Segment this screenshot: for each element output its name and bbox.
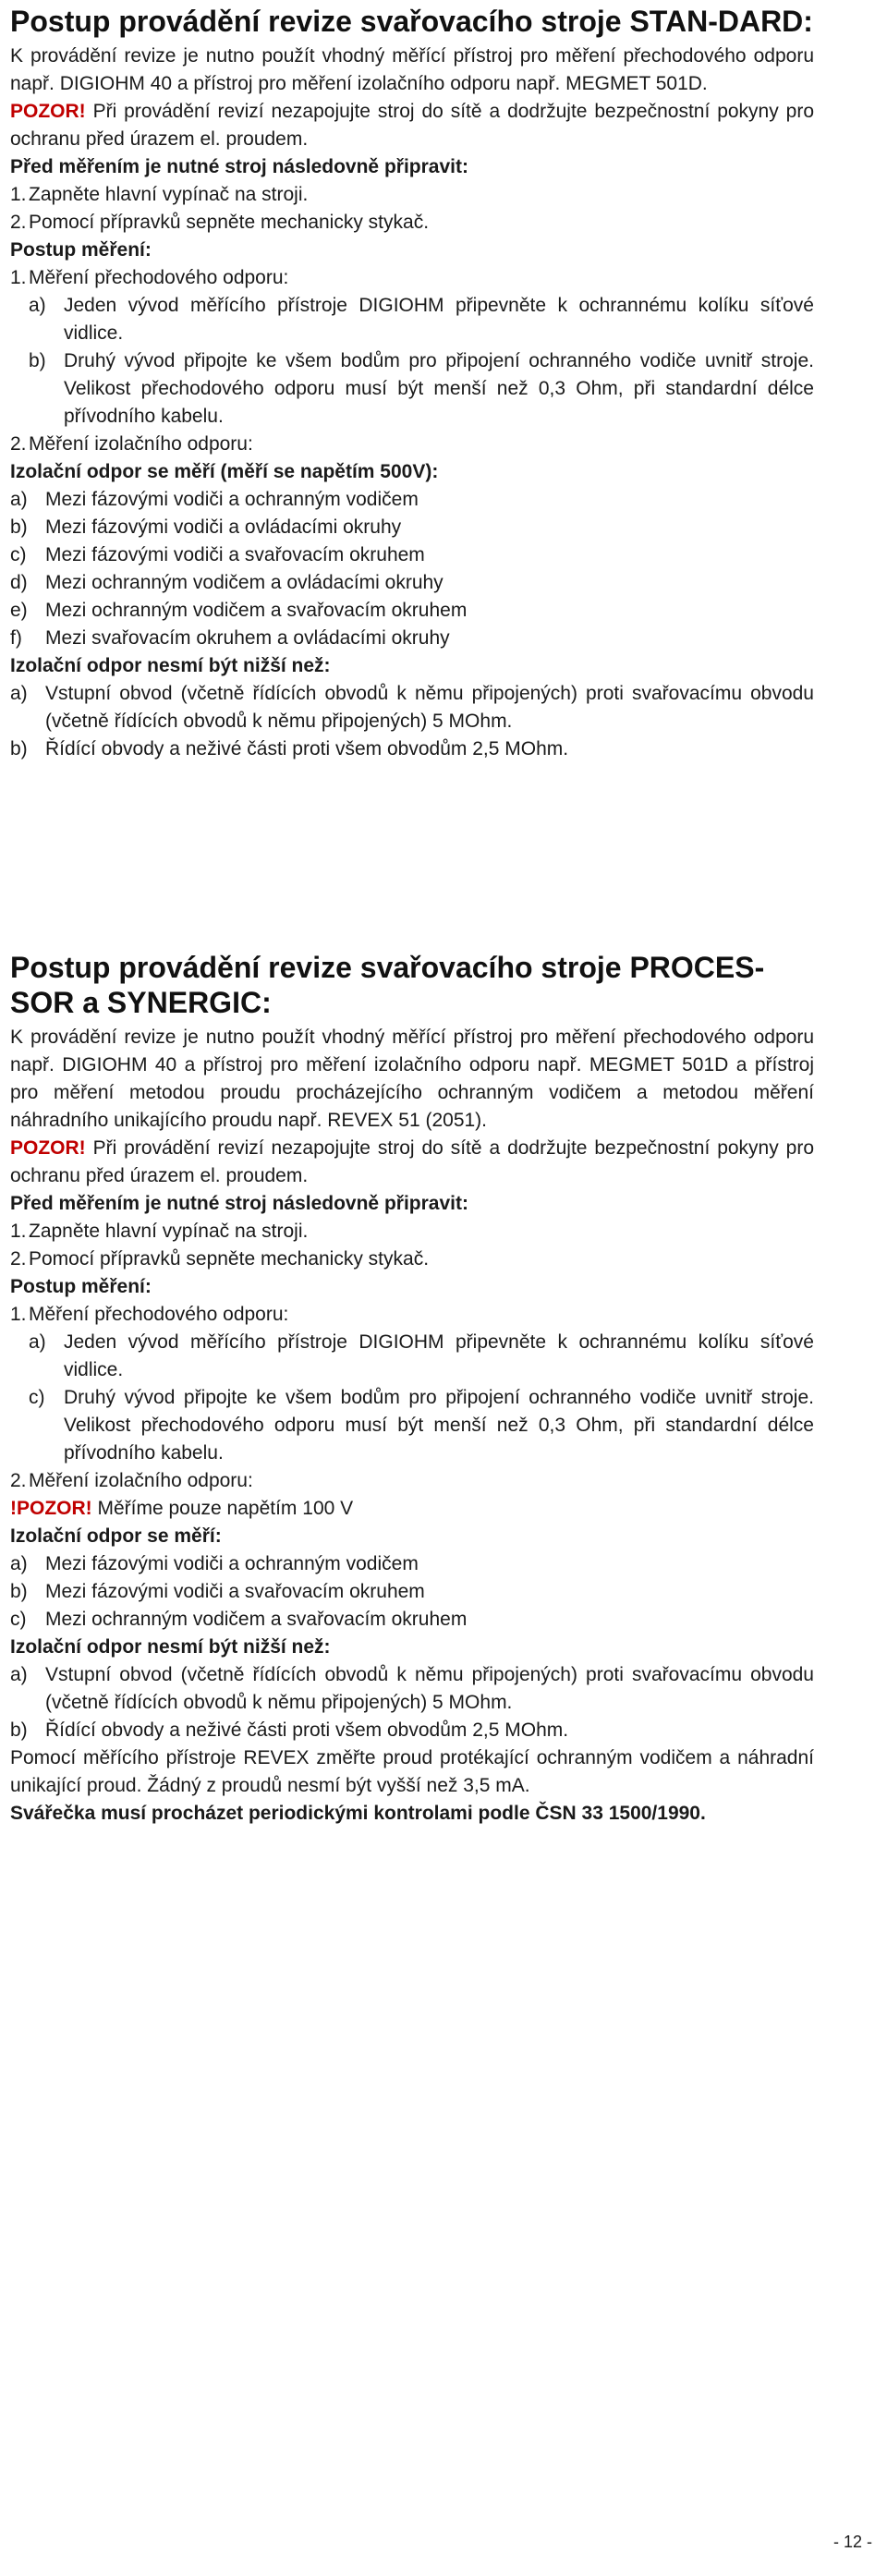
list-item [10,1606,814,1634]
list-item [10,597,814,625]
insulation-heading: Izolační odpor se měří (měří se napětím 500V): [10,461,439,482]
step-text: Měření izolačního odporu: [29,1470,253,1491]
list-item [10,625,814,652]
step-number: 1. [10,1304,27,1325]
item-text: Druhý vývod připojte ke všem bodům pro připojení ochranného vodiče uvnitř stroje. Velikost přechodového odporu musí být menší než 0,3 Ohm, při standardní délce přívodního kabelu. [64,350,814,427]
item-text: Mezi fázovými vodiči a svařovacím okruhem [45,544,425,565]
step-text: Měření přechodového odporu: [29,267,289,288]
item-label: b) [10,738,28,759]
warning-text: Při provádění revizí nezapojujte stroj do sítě a dodržujte bezpečnostní pokyny pro ochranu před úrazem el. proudem. [10,1137,814,1186]
item-text: Řídící obvody a neživé části proti všem obvodům 2,5 MOhm. [45,1719,569,1741]
list-item [10,292,814,347]
item-label: b) [10,1719,28,1741]
step-text: Pomocí přípravků sepněte mechanicky stykač. [29,212,430,233]
item-text: Mezi fázovými vodiči a ochranným vodičem [45,489,419,510]
item-text: Mezi ochranným vodičem a ovládacími okruhy [45,572,444,593]
item-label: a) [29,295,46,316]
list-item [10,347,814,431]
item-label: b) [10,516,28,538]
list-item [10,541,814,569]
step-text: Zapněte hlavní vypínač na stroji. [29,184,309,205]
procedure-heading: Postup měření: [10,1276,152,1297]
item-label: c) [10,1609,27,1630]
final-note: Svářečka musí procházet periodickými kontrolami podle ČSN 33 1500/1990. [10,1803,706,1824]
procedure-step [10,1301,814,1329]
item-text: Mezi fázovými vodiči a ochranným vodičem [45,1553,419,1574]
section-standard [10,4,814,763]
step-number: 2. [10,1470,27,1491]
item-text: Mezi ochranným vodičem a svařovacím okruhem [45,1609,468,1630]
procedure-heading: Postup měření: [10,239,152,261]
procedure-step [10,264,814,292]
step-text: Zapněte hlavní vypínač na stroji. [29,1221,309,1242]
list-item [10,569,814,597]
list-item [10,1717,814,1744]
step-number: 2. [10,1248,27,1270]
item-text: Mezi fázovými vodiči a svařovacím okruhem [45,1581,425,1602]
warning-paragraph [10,98,814,153]
item-text: Mezi svařovacím okruhem a ovládacími okruhy [45,627,450,649]
procedure-step [10,1467,814,1495]
min-resistance-heading: Izolační odpor nesmí být nižší než: [10,655,331,676]
item-label: b) [10,1581,28,1602]
step-number: 2. [10,212,27,233]
warning-text: Při provádění revizí nezapojujte stroj do sítě a dodržujte bezpečnostní pokyny pro ochranu před úrazem el. proudem. [10,101,814,150]
prep-step [10,1245,814,1273]
item-text: Vstupní obvod (včetně řídících obvodů k němu připojených) proti svařovacímu obvodu (včetně řídících obvodů k němu připojených) 5 MOhm. [45,1664,814,1713]
list-item [10,1329,814,1384]
item-label: a) [10,1664,28,1685]
warning-paragraph [10,1135,814,1190]
item-label: e) [10,600,28,621]
list-item [10,1550,814,1578]
warning-label: !POZOR! [10,1498,92,1519]
item-label: a) [10,683,28,704]
step-number: 1. [10,1221,27,1242]
warning-label: POZOR! [10,1137,86,1159]
page-number: - 12 - [832,2533,872,2551]
item-label: a) [10,1553,28,1574]
item-label: a) [29,1331,46,1353]
step-text: Pomocí přípravků sepněte mechanicky stykač. [29,1248,430,1270]
item-text: Mezi fázovými vodiči a ovládacími okruhy [45,516,402,538]
item-label: c) [29,1387,45,1408]
prep-heading: Před měřením je nutné stroj následovně připravit: [10,156,468,177]
list-item [10,1578,814,1606]
prep-step [10,1218,814,1245]
prep-step [10,209,814,237]
item-label: f) [10,627,22,649]
list-item [10,514,814,541]
intro-paragraph: K provádění revize je nutno použít vhodný měřící přístroj pro měření přechodového odporu např. DIGIOHM 40 a přístroj pro měření izolačního odporu např. MEGMET 501D. [10,45,814,94]
item-text: Jeden vývod měřícího přístroje DIGIOHM připevněte k ochrannému kolíku síťové vidlice. [64,295,814,344]
warning-label: POZOR! [10,101,86,122]
min-resistance-heading: Izolační odpor nesmí být nižší než: [10,1636,331,1658]
item-text: Vstupní obvod (včetně řídících obvodů k němu připojených) proti svařovacímu obvodu (včetně řídících obvodů k němu připojených) 5 MOhm. [45,683,814,732]
step-text: Měření přechodového odporu: [29,1304,289,1325]
item-label: a) [10,489,28,510]
item-text: Druhý vývod připojte ke všem bodům pro připojení ochranného vodiče uvnitř stroje. Velikost přechodového odporu musí být menší než 0,3 Ohm, při standardní délce přívodního kabelu. [64,1387,814,1464]
item-text: Mezi ochranným vodičem a svařovacím okruhem [45,600,468,621]
list-item [10,680,814,735]
step-number: 1. [10,184,27,205]
procedure-step [10,431,814,458]
item-label: d) [10,572,28,593]
item-label: c) [10,544,27,565]
voltage-warning [10,1495,814,1523]
section-title: Postup provádění revize svařovacího stroje PROCES-SOR a SYNERGIC: [10,951,765,1019]
prep-step [10,181,814,209]
list-item [10,1384,814,1467]
item-text: Jeden vývod měřícího přístroje DIGIOHM připevněte k ochrannému kolíku síťové vidlice. [64,1331,814,1380]
revex-paragraph: Pomocí měřícího přístroje REVEX změřte proud protékající ochranným vodičem a náhradní unikající proud. Žádný z proudů nesmí být vyšší než 3,5 mA. [10,1747,814,1796]
insulation-heading: Izolační odpor se měří: [10,1525,222,1547]
list-item [10,486,814,514]
section-title: Postup provádění revize svařovacího stroje STAN-DARD: [10,5,813,38]
list-item [10,735,814,763]
intro-paragraph: K provádění revize je nutno použít vhodný měřící přístroj pro měření přechodového odporu např. DIGIOHM 40 a přístroj pro měření izolačního odporu např. MEGMET 501D a přístroj pro měření metodou proudu procházejícího ochranným vodičem a metodou měření náhradního unikajícího proudu např. REVEX 51 (2051). [10,1027,814,1131]
step-number: 2. [10,433,27,455]
step-text: Měření izolačního odporu: [29,433,253,455]
list-item [10,1661,814,1717]
item-label: b) [29,350,46,371]
prep-heading: Před měřením je nutné stroj následovně připravit: [10,1193,468,1214]
warning-text: Měříme pouze napětím 100 V [91,1498,354,1519]
item-text: Řídící obvody a neživé části proti všem obvodům 2,5 MOhm. [45,738,569,759]
section-processor-synergic [10,950,814,1828]
step-number: 1. [10,267,27,288]
